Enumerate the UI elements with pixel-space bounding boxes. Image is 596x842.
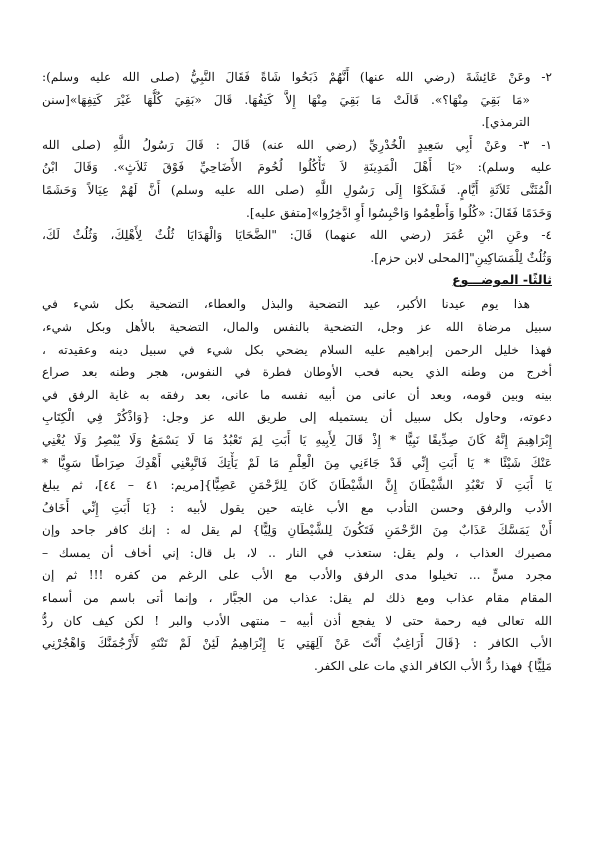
hadith-aisha bbox=[42, 66, 552, 134]
text-line: إِبْرَاهِيمَ إِنَّهُ كَانَ صِدِّيقًا نَبِيًّا * إِذْ قَالَ لِأَبِيهِ يَا أَبَتِ لِمَ تَعْبُدُ مَا لَا يَسْمَعُ وَلَا يُبْصِرُ وَلَا يُغْنِي bbox=[42, 432, 552, 447]
hadith-abu-said bbox=[42, 134, 552, 224]
text-line: ١- ٣- وعَنْ أَبِي سَعِيدٍ الْخُدْرِيِّ (رضي الله عنه) قَالَ : قَالَ رَسُولُ اللَّهِ (صلى الله bbox=[42, 137, 552, 152]
text-line: وَثُلُثٌ لِلْمَسَاكِينِ"[المحلى لابن حزم]. bbox=[370, 250, 552, 265]
text-line: أَنْ يَمَسَّكَ عَذَابٌ مِنَ الرَّحْمَنِ فَتَكُونَ لِلشَّيْطَانِ وَلِيًّا} لم يقل له : إنك كافر جاحد وإن bbox=[42, 523, 552, 538]
section-heading: ثالثًا- الموضـــوع bbox=[452, 272, 552, 288]
text-line: «مَا بَقِيَ مِنْهَا؟». قَالَتْ مَا بَقِيَ مِنْهَا إِلاَّ كَتِفُهَا. قَالَ «بَقِيَ كُلُّهَا غَيْرَ كَتِفِهَا»[سنن bbox=[42, 92, 530, 107]
body-paragraph bbox=[42, 293, 552, 677]
text-line: بينه وبين قومه، وبعد أن عانى من أبيه نفسه ما عانى، بعد رفقه به غاية الرفق في bbox=[42, 387, 552, 402]
text-line: مَلِيًّا} فهذا ردُّ الأب الكافر الذي مات على الكفر. bbox=[314, 658, 552, 673]
text-line: الله تعالى فيه رحمة حتى لا يفجع أذن أبيه – منتهى الأدب والبر ! لكن كيف كان ردُّ bbox=[42, 613, 552, 628]
text-line: عليه وسلم): «يَا أَهْلَ الْمَدِينَةِ لاَ تَأْكُلُوا لُحُومَ الأَضَاحِيِّ فَوْقَ ثَلاَثٍ». وَقَالَ ابْنُ bbox=[42, 160, 552, 175]
text-line: فهذا خليل الرحمن إبراهيم عليه السلام يضحي بكل شيء في سبيل دينه وعقيدته ، bbox=[42, 342, 552, 357]
text-line: مصيرك العذاب ، ولم يقل: ستعذب في النار .. لا، بل قال: إني أخاف أن يمسك – bbox=[42, 545, 552, 560]
text-line: ٤- وعَنِ ابْنِ عُمَرَ (رضي الله عنهما) قَالَ: "الضَّحَايَا وَالْهَدَايَا ثُلُثٌ لِأَهْلِكَ، وَثُلُثٌ لَكَ، bbox=[42, 228, 552, 243]
text-line: الترمذي]. bbox=[481, 115, 530, 130]
text-line: مجرد مسٍّ ... تخيلوا مدى الرفق والأدب مع الأب على الرغم من كفره !!! ثم إن bbox=[42, 568, 552, 583]
text-line: وَخَدَمًا فَقَالَ: «كُلُوا وَأَطْعِمُوا وَاحْبِسُوا أَوِ ادَّخِرُوا»[متفق عليه]. bbox=[246, 205, 552, 220]
text-line: المقام مقام عذاب ومع ذلك لم يقل: عذاب من الجبَّار ، وإنما أتى باسم من أسماء bbox=[42, 591, 552, 606]
hadith-ibn-umar bbox=[42, 224, 552, 269]
text-line: عَنْكَ شَيْئًا * يَا أَبَتِ إِنِّي قَدْ جَاءَنِي مِنَ الْعِلْمِ مَا لَمْ يَأْتِكَ فَاتَّبِعْنِي أَهْدِكَ صِرَاطًا سَوِيًّا * bbox=[42, 455, 552, 470]
text-line: هذا يوم عيدنا الأكبر، عيد التضحية والبذل والعطاء، التضحية بكل شيء في bbox=[42, 297, 530, 312]
text-line: الأدب والرفق وحسن التأدب مع الأب غايته حين يقول لأبيه : {يَا أَبَتِ إِنِّي أَخَافُ bbox=[42, 500, 552, 515]
text-line: الْمُثَنَّى ثَلاَثَةِ أَيَّامٍ. فَشَكَوْا إِلَى رَسُولِ اللَّهِ (صلى الله عليه وسلم) أَنَّ لَهُمْ عِيَالاً وَحَشَمًا bbox=[42, 182, 552, 197]
document-page bbox=[42, 66, 552, 677]
text-line: أخرج من وطنه الذي يحبه فحب الأوطان فطرة في النفوس، هجر وطنه بعد صراع bbox=[42, 365, 552, 380]
text-line: ٢- وعَنْ عَائِشَةَ (رضي الله عنها) أَنَّهُمْ ذَبَحُوا شَاةً فَقَالَ النَّبِيُّ (صلى الله عليه وسلم): bbox=[42, 70, 552, 84]
text-line: سبيل مرضاة الله عز وجل، التضحية بالنفس والمال، التضحية بالأهل وبكل شيء، bbox=[42, 319, 552, 334]
text-line: الأب الكافر : {قَالَ أَرَاغِبٌ أَنْتَ عَنْ آلِهَتِي يَا إِبْرَاهِيمُ لَئِنْ لَمْ تَنْتَهِ لَأَرْجُمَنَّكَ وَاهْجُرْنِي bbox=[42, 636, 552, 651]
text-line: دعوته، وحاول بكل سبيل أن يستميله إلى طريق الله عز وجل: {وَاذْكُرْ فِي الْكِتَابِ bbox=[42, 410, 552, 425]
text-line: يَا أَبَتِ لَا تَعْبُدِ الشَّيْطَانَ إِنَّ الشَّيْطَانَ كَانَ لِلرَّحْمَنِ عَصِيًّا}[مريم: ٤١ – ٤٤]، ثم يبلغ bbox=[42, 478, 552, 493]
